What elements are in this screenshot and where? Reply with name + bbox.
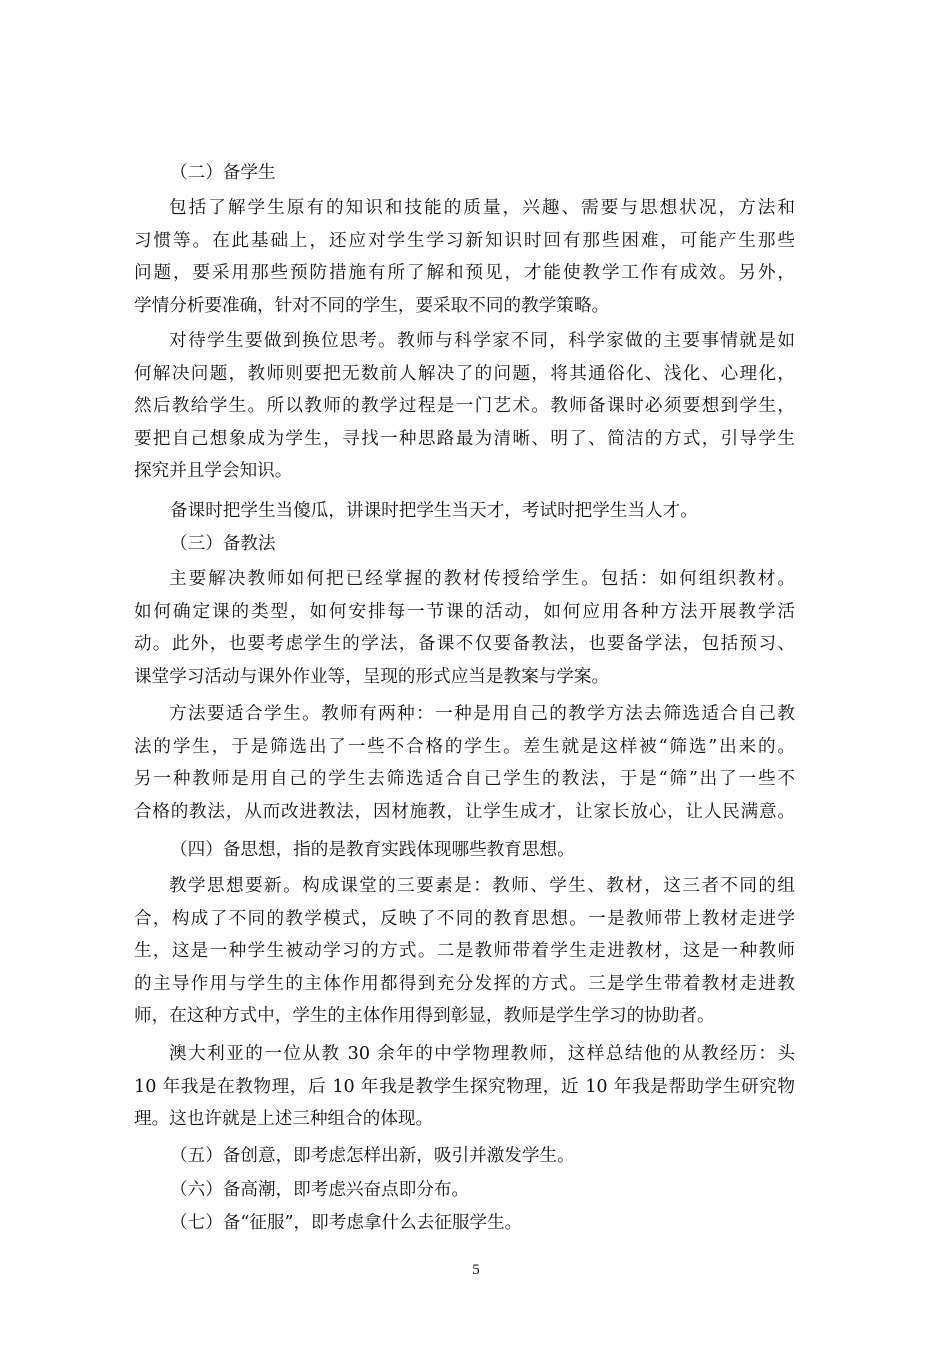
- text-line: 的主导作用与学生的主体作用都得到充分发挥的方式。三是学生带着教材走进教: [134, 973, 795, 994]
- text-line: 探究并且学会知识。: [134, 461, 293, 482]
- section-heading-2: （二）备学生: [170, 163, 276, 183]
- section-heading-3: （三）备教法: [170, 534, 276, 554]
- paragraph-s3-1: [134, 563, 795, 693]
- text-line: 理。这也许就是上述三种组合的体现。: [134, 1109, 434, 1130]
- page-number: 5: [472, 1262, 480, 1278]
- text-line: 合，构成了不同的教学模式，反映了不同的教育思想。一是教师带上教材走进学: [134, 908, 795, 929]
- text-line: 课堂学习活动与课外作业等，呈现的形式应当是教案与学案。: [134, 666, 610, 687]
- text-line: 10 年我是在教物理，后 10 年我是教学生探究物理，近 10 年我是帮助学生研究物: [134, 1076, 795, 1097]
- text-line: 生，这是一种学生被动学习的方式。二是教师带着学生走进教材，这是一种教师: [134, 941, 795, 962]
- text-line: 动。此外，也要考虑学生的学法，备课不仅要备教法，也要备学法，包括预习、: [134, 634, 795, 655]
- text-line: 然后教给学生。所以教师的教学过程是一门艺术。教师备课时必须要想到学生，: [134, 396, 795, 417]
- text-line: 习惯等。在此基础上，还应对学生学习新知识时回有那些困难，可能产生那些: [134, 230, 795, 251]
- text-line: 主要解决教师如何把已经掌握的教材传授给学生。包括：如何组织教材。: [169, 569, 795, 589]
- text-line: 方法要适合学生。教师有两种：一种是用自己的教学方法去筛选适合自己教: [169, 704, 795, 724]
- text-line: 法的学生，于是筛选出了一些不合格的学生。差生就是这样被“筛选”出来的。: [134, 736, 795, 757]
- paragraph-s2-2: [134, 325, 795, 488]
- text-line: 包括了解学生原有的知识和技能的质量，兴趣、需要与思想状况，方法和: [169, 198, 795, 218]
- paragraph-s2-1: [134, 192, 795, 322]
- paragraph-s3-2: [134, 698, 795, 828]
- text-line: 问题，要采用那些预防措施有所了解和预见，才能使教学工作有成效。另外，: [134, 263, 795, 284]
- text-line: 澳大利亚的一位从教 30 余年的中学物理教师，这样总结他的从教经历：头: [169, 1044, 795, 1064]
- paragraph-s4-1: [134, 870, 795, 1033]
- text-line: 对待学生要做到换位思考。教师与科学家不同，科学家做的主要事情就是如: [169, 331, 795, 351]
- text-line: 如何确定课的类型，如何安排每一节课的活动，如何应用各种方法开展教学活: [134, 601, 795, 622]
- text-line: 教学思想要新。构成课堂的三要素是：教师、学生、教材，这三者不同的组: [169, 876, 795, 896]
- text-line: 要把自己想象成为学生，寻找一种思路最为清晰、明了、简洁的方式，引导学生: [134, 428, 795, 449]
- section-heading-7: （七）备“征服”，即考虑拿什么去征服学生。: [170, 1213, 523, 1233]
- text-line: 师，在这种方式中，学生的主体作用得到彰显，教师是学生学习的协助者。: [134, 1006, 715, 1027]
- text-line: 另一种教师是用自己的学生去筛选适合自己学生的教法，于是“筛”出了一些不: [134, 769, 795, 790]
- paragraph-s4-2: [134, 1038, 795, 1136]
- paragraph-s2-3: 备课时把学生当傻瓜，讲课时把学生当天才，考试时把学生当人才。: [170, 501, 698, 521]
- section-heading-4: （四）备思想，指的是教育实践体现哪些教育思想。: [170, 840, 575, 860]
- text-line: 何解决问题，教师则要把无数前人解决了的问题，将其通俗化、浅化、心理化，: [134, 363, 795, 384]
- text-line: 合格的教法，从而改进教法，因材施教，让学生成才，让家长放心，让人民满意。: [134, 801, 795, 822]
- text-line: 学情分析要准确，针对不同的学生，要采取不同的教学策略。: [134, 295, 610, 316]
- section-heading-5: （五）备创意，即考虑怎样出新，吸引并激发学生。: [170, 1146, 575, 1166]
- section-heading-6: （六）备高潮，即考虑兴奋点即分布。: [170, 1180, 470, 1200]
